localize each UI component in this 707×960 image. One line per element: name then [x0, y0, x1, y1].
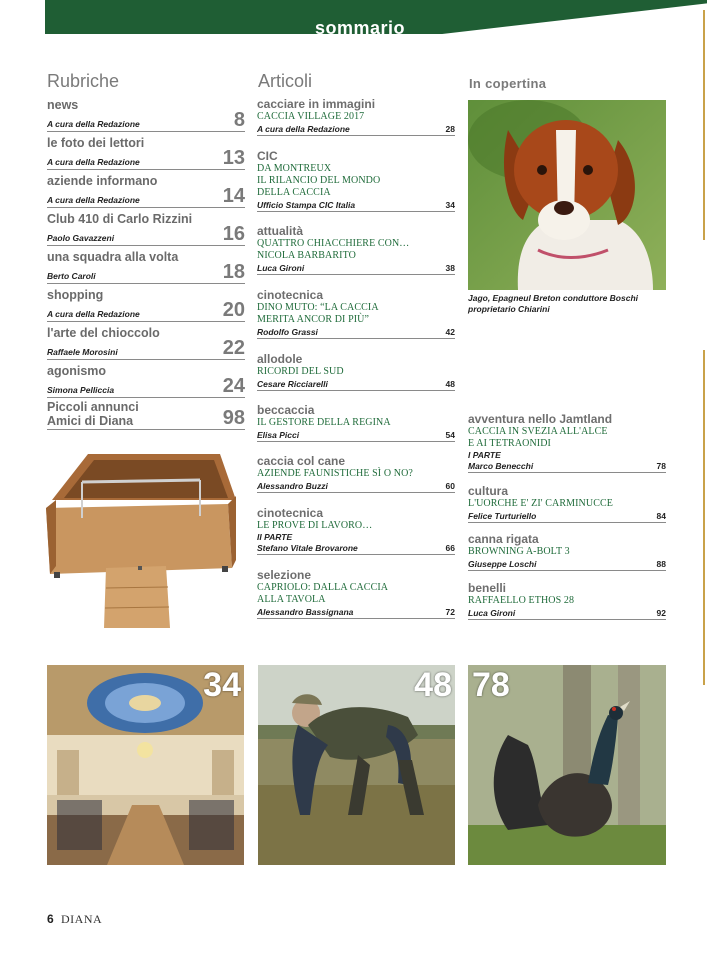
article-author: Giuseppe Loschi [468, 559, 537, 569]
thumbnail-capercaillie-photo[interactable] [468, 665, 666, 865]
edge-rule-bottom [703, 350, 705, 685]
rubrica-author: Simona Pelliccia [47, 385, 115, 395]
article-page: 88 [656, 559, 666, 569]
articoli-heading: Articoli [258, 71, 313, 91]
copertina-heading: In copertina [469, 76, 547, 91]
article-entry[interactable] [257, 569, 455, 619]
rubrica-item[interactable] [47, 212, 245, 246]
article-title-line: RAFFAELLO ETHOS 28 [468, 595, 575, 606]
rubrica-page: 8 [233, 109, 245, 131]
article-page: 84 [656, 511, 666, 521]
cover-caption-line: Jago, Epagneul Breton conduttore Boschi [468, 293, 639, 303]
article-title-line: DA MONTREUX [257, 163, 332, 174]
rubrica-item[interactable] [47, 174, 245, 208]
rubriche-heading: Rubriche [47, 71, 120, 91]
article-title-line: IL RILANCIO DEL MONDO [257, 175, 381, 186]
article-title-line: IL GESTORE DELLA REGINA [257, 417, 391, 428]
article-page: 28 [445, 124, 455, 134]
article-entry[interactable] [257, 225, 455, 275]
rubrica-author: A cura della Redazione [47, 195, 140, 205]
article-page: 72 [445, 607, 455, 617]
article-part: II PARTE [257, 532, 293, 542]
article-section: cultura [468, 484, 509, 498]
rubrica-author: A cura della Redazione [47, 157, 140, 167]
article-page: 42 [445, 327, 455, 337]
rubrica-title: news [47, 98, 79, 112]
article-title-line: DELLA CACCIA [257, 187, 331, 198]
rubrica-page: 13 [222, 147, 245, 169]
article-author: Elisa Picci [257, 430, 300, 440]
rubrica-title-line2: Amici di Diana [47, 414, 134, 428]
thumbnail-hunter-photo[interactable] [258, 665, 455, 865]
cover-dog-photo [468, 100, 666, 290]
article-section: canna rigata [468, 532, 539, 546]
article-author: Luca Gironi [468, 608, 516, 618]
footer-brand: DIANA [61, 912, 103, 926]
article-entry[interactable] [257, 289, 455, 339]
article-title-line: BROWNING A-BOLT 3 [468, 546, 570, 557]
kennel-box-image [42, 448, 238, 630]
article-title-line: AZIENDE FAUNISTICHE SÌ O NO? [257, 468, 413, 479]
article-title-line: E AI TETRAONIDI [468, 438, 551, 449]
article-section: attualità [257, 224, 304, 238]
article-entry[interactable] [257, 150, 455, 212]
rubrica-author: Paolo Gavazzeni [47, 233, 115, 243]
article-page: 78 [656, 461, 666, 471]
article-section: cacciare in immagini [257, 97, 376, 111]
article-section: caccia col cane [257, 454, 346, 468]
article-title-line: CAPRIOLO: DALLA CACCIA [257, 582, 389, 593]
article-section: CIC [257, 149, 278, 163]
rubrica-page: 22 [222, 337, 245, 359]
rubrica-title: aziende informano [47, 174, 158, 188]
cover-caption [468, 293, 668, 315]
rubrica-author: A cura della Redazione [47, 309, 140, 319]
rubrica-title: le foto dei lettori [47, 136, 145, 150]
article-title-line: DINO MUTO: “LA CACCIA [257, 302, 379, 313]
article-entry[interactable] [257, 353, 455, 391]
rubrica-item[interactable] [47, 326, 245, 360]
article-title-line: RICORDI DEL SUD [257, 366, 344, 377]
article-author: Rodolfo Grassi [257, 327, 318, 337]
thumbnail-page-number: 48 [414, 666, 452, 704]
article-title-line: MERITA ANCOR DI PIÙ” [257, 314, 370, 325]
article-part: I PARTE [468, 450, 501, 460]
article-page: 34 [445, 200, 455, 210]
article-title-line: CACCIA VILLAGE 2017 [257, 111, 365, 122]
article-entry[interactable] [468, 533, 666, 571]
article-section: allodole [257, 352, 303, 366]
rubrica-author: Raffaele Morosini [47, 347, 118, 357]
rubrica-item[interactable] [47, 98, 245, 132]
article-title-line: QUATTRO CHIACCHIERE CON… [257, 238, 410, 249]
rubrica-page: 24 [222, 375, 245, 397]
rubrica-page: 18 [222, 261, 245, 283]
rubrica-title: l'arte del chioccolo [47, 326, 160, 340]
article-title-line: LE PROVE DI LAVORO… [257, 520, 373, 531]
article-author: Felice Turturiello [468, 511, 537, 521]
thumbnail-page-number: 78 [472, 666, 510, 704]
footer-page-number: 6 [47, 912, 54, 926]
page-title: sommario [314, 18, 406, 38]
article-section: avventura nello Jamtland [468, 412, 613, 426]
rubrica-item[interactable] [47, 250, 245, 284]
article-page: 38 [445, 263, 455, 273]
article-section: beccaccia [257, 403, 315, 417]
article-author: Alessandro Bassignana [257, 607, 354, 617]
rubrica-title: Piccoli annunci [47, 400, 139, 414]
rubrica-page: 98 [222, 407, 245, 429]
article-entry[interactable] [468, 485, 666, 523]
article-author: Ufficio Stampa CIC Italia [257, 200, 356, 210]
article-title-line: NICOLA BARBARITO [257, 250, 356, 261]
article-page: 92 [656, 608, 666, 618]
article-title-line: ALLA TAVOLA [257, 594, 326, 605]
article-author: A cura della Redazione [257, 124, 350, 134]
article-entry[interactable] [257, 455, 455, 493]
article-entry[interactable] [468, 582, 666, 620]
article-entry[interactable] [257, 98, 455, 136]
thumbnail-hall-photo[interactable] [47, 665, 244, 865]
article-entry[interactable] [257, 404, 455, 442]
article-page: 60 [445, 481, 455, 491]
rubrica-page: 20 [222, 299, 245, 321]
article-section: cinotecnica [257, 288, 324, 302]
article-author: Cesare Ricciarelli [257, 379, 328, 389]
rubrica-page: 16 [222, 223, 245, 245]
thumbnail-page-number: 34 [203, 666, 241, 704]
rubrica-title: agonismo [47, 364, 107, 378]
article-author: Marco Benecchi [468, 461, 534, 471]
article-entry[interactable] [257, 507, 455, 555]
rubrica-item[interactable] [47, 364, 245, 398]
rubrica-author: Berto Caroli [47, 271, 96, 281]
rubrica-title: shopping [47, 288, 104, 302]
rubrica-author: A cura della Redazione [47, 119, 140, 129]
article-section: cinotecnica [257, 506, 324, 520]
article-page: 48 [445, 379, 455, 389]
article-page: 66 [445, 543, 455, 553]
article-entry[interactable] [468, 413, 666, 473]
rubrica-item[interactable] [47, 400, 245, 430]
article-page: 54 [445, 430, 455, 440]
article-section: benelli [468, 581, 507, 595]
rubrica-title: una squadra alla volta [47, 250, 179, 264]
edge-rule-top [703, 10, 705, 240]
cover-caption-line: proprietario Chiarini [468, 304, 550, 314]
rubrica-item[interactable] [47, 288, 245, 322]
rubrica-item[interactable] [47, 136, 245, 170]
article-title-line: CACCIA IN SVEZIA ALL'ALCE [468, 426, 608, 437]
rubrica-page: 14 [222, 185, 245, 207]
article-title-line: L'UORCHE E' ZI' CARMINUCCE [468, 498, 613, 509]
article-author: Luca Gironi [257, 263, 305, 273]
rubrica-title: Club 410 di Carlo Rizzini [47, 212, 193, 226]
article-author: Alessandro Buzzi [257, 481, 328, 491]
article-section: selezione [257, 568, 312, 582]
article-author: Stefano Vitale Brovarone [257, 543, 358, 553]
